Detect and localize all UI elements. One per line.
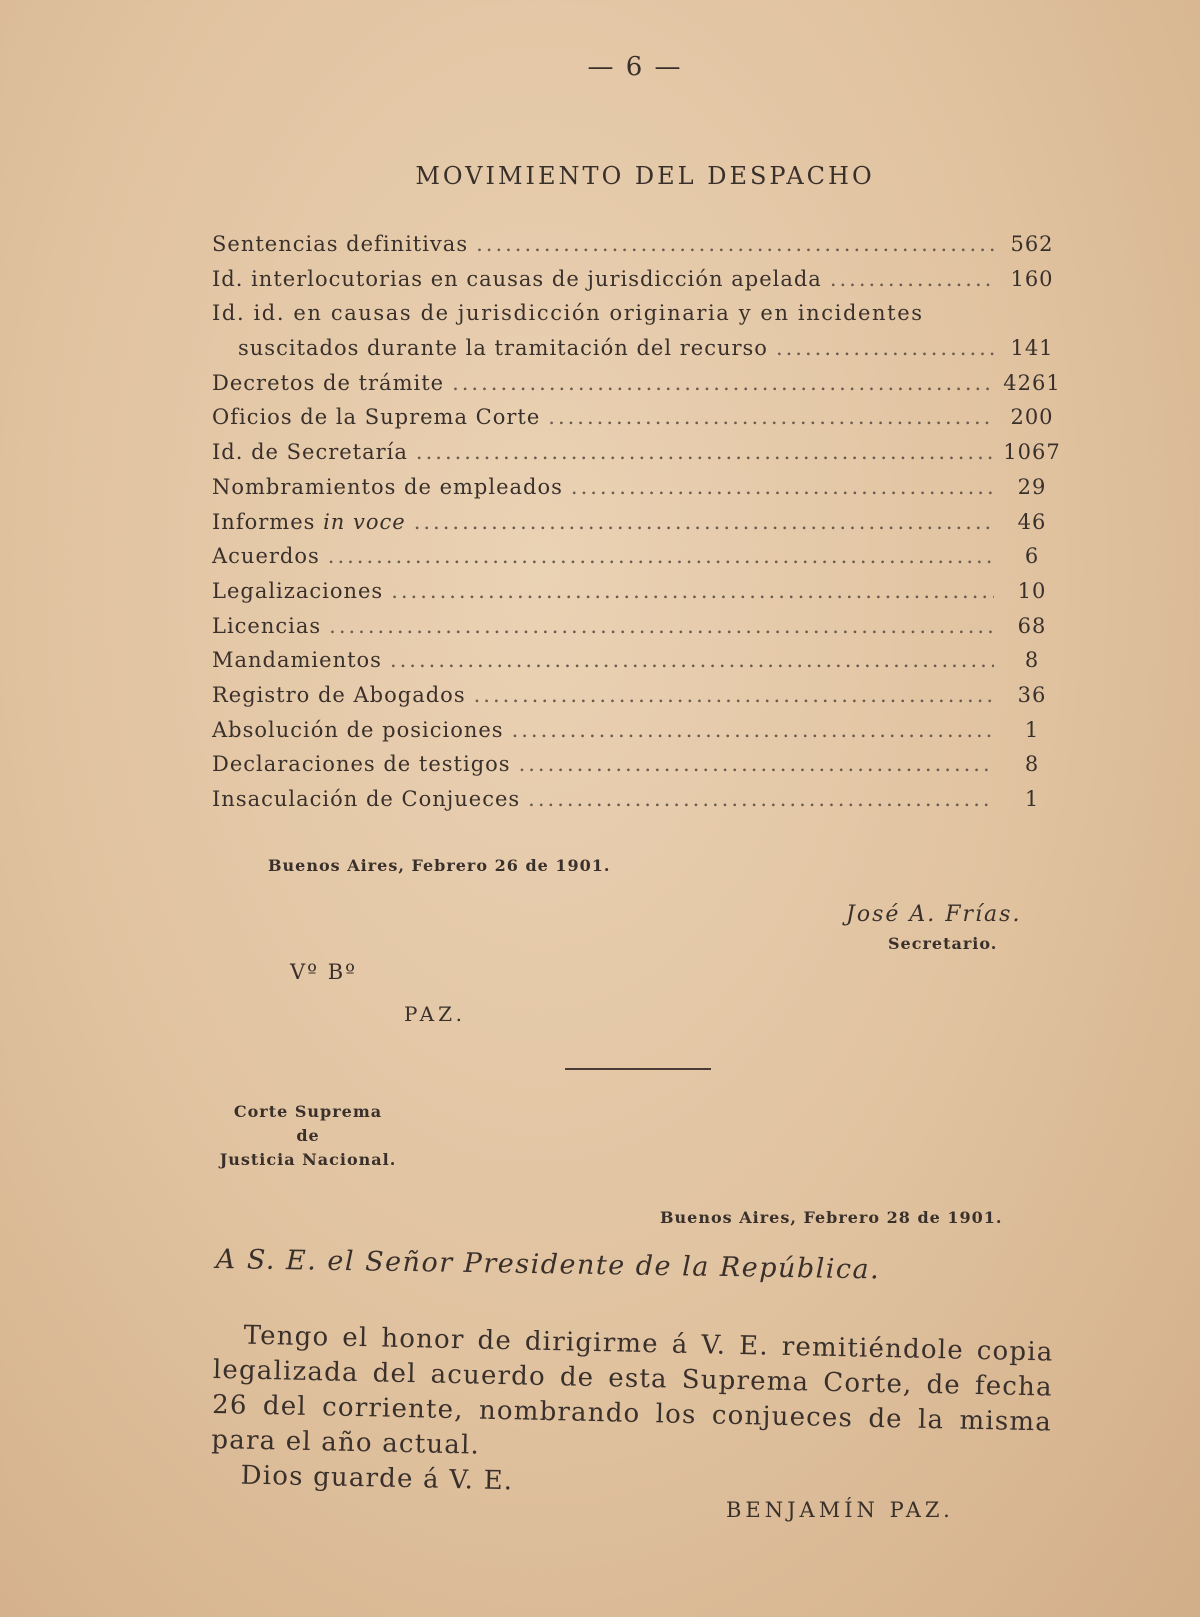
page-number: — 6 — <box>587 52 683 82</box>
row-value: 141 <box>1010 336 1054 361</box>
row-label: Sentencias definitivas <box>212 232 469 256</box>
approval-mark: Vº Bº <box>290 960 358 984</box>
ledger-row <box>212 510 1062 545</box>
letter-paragraph: Tengo el honor de dirigirme á V. E. remitiéndole copia legalizada del acuerdo de esta Suprema Corte, de fecha 26 del corriente, nombrando los conjueces de la misma para el año actual. <box>211 1320 1054 1461</box>
leader-dots <box>416 440 994 464</box>
ledger-row <box>212 371 1062 406</box>
ledger-row <box>212 301 1062 336</box>
row-value: 562 <box>1010 232 1054 256</box>
row-label <box>212 510 406 534</box>
leader-dots <box>548 405 994 429</box>
row-value: 200 <box>1010 405 1054 430</box>
leader-dots <box>329 614 994 638</box>
row-label: Acuerdos <box>212 544 320 569</box>
section-divider <box>565 1068 711 1070</box>
row-label: Registro de Abogados <box>212 682 466 707</box>
leader-dots <box>476 232 994 256</box>
row-label: Id. interlocutorias en causas de jurisdicción apelada <box>212 266 822 291</box>
row-value: 46 <box>1017 509 1047 534</box>
section-title: MOVIMIENTO DEL DESPACHO <box>415 162 875 190</box>
leader-dots <box>512 718 994 742</box>
court-heading-line: Corte Suprema <box>233 1102 383 1121</box>
ledger-row <box>212 336 1062 371</box>
leader-dots <box>414 510 994 534</box>
statistics-ledger <box>212 232 1062 822</box>
row-value: 36 <box>1017 682 1047 707</box>
row-value: 8 <box>1024 648 1040 673</box>
court-heading <box>218 1100 398 1172</box>
ledger-row <box>212 683 1062 718</box>
row-value: 4261 <box>1003 370 1061 395</box>
row-value: 29 <box>1017 474 1047 499</box>
ledger-row <box>212 579 1062 614</box>
leader-dots <box>830 267 994 291</box>
row-label: Legalizaciones <box>212 578 384 603</box>
row-label: Declaraciones de testigos <box>212 752 511 777</box>
letter-signature: BENJAMÍN PAZ. <box>726 1498 954 1522</box>
leader-dots <box>528 787 994 811</box>
row-value: 10 <box>1017 578 1047 603</box>
row-label: Licencias <box>212 613 322 638</box>
ledger-row <box>212 718 1062 753</box>
leader-dots <box>571 475 994 499</box>
row-label-prefix: Informes <box>212 509 324 534</box>
row-label: Absolución de posiciones <box>212 717 504 742</box>
report-date: Buenos Aires, Febrero 26 de 1901. <box>268 856 611 875</box>
row-value: 6 <box>1024 544 1040 569</box>
row-label: Mandamientos <box>212 648 382 673</box>
letter-salutation: A S. E. el Señor Presidente de la República. <box>215 1244 881 1286</box>
ledger-row <box>212 267 1062 302</box>
row-label: Id. id. en causas de jurisdicción originaria y en incidentes <box>212 301 924 326</box>
ledger-row <box>212 787 1062 822</box>
court-heading-line: Justicia Nacional. <box>219 1150 397 1169</box>
letter-date: Buenos Aires, Febrero 28 de 1901. <box>660 1208 1003 1227</box>
leader-dots <box>776 336 994 360</box>
approval-name: PAZ. <box>404 1002 466 1026</box>
leader-dots <box>391 579 994 603</box>
secretary-title: Secretario. <box>888 934 998 953</box>
ledger-row <box>212 752 1062 787</box>
row-value: 1 <box>1024 717 1040 742</box>
leader-dots <box>390 648 994 672</box>
ledger-row <box>212 440 1062 475</box>
letter-body <box>210 1318 1053 1511</box>
row-value: 160 <box>1010 266 1054 291</box>
leader-dots <box>519 752 994 776</box>
leader-dots <box>474 683 994 707</box>
row-value: 1 <box>1024 787 1040 811</box>
ledger-row <box>212 544 1062 579</box>
row-label: Oficios de la Suprema Corte <box>212 405 541 430</box>
letter-paragraph: Dios guarde á V. E. <box>240 1460 514 1497</box>
row-value: 68 <box>1017 613 1047 638</box>
ledger-row <box>212 648 1062 683</box>
court-heading-line: de <box>296 1126 320 1145</box>
ledger-row <box>212 475 1062 510</box>
row-label-italic: in voce <box>323 509 406 534</box>
ledger-row <box>212 614 1062 649</box>
row-label: Nombramientos de empleados <box>212 474 563 499</box>
leader-dots <box>328 544 994 568</box>
row-label: Decretos de trámite <box>212 370 445 395</box>
ledger-row <box>212 405 1062 440</box>
leader-dots <box>452 371 994 395</box>
row-label: suscitados durante la tramitación del recurso <box>238 336 768 361</box>
secretary-signature: José A. Frías. <box>846 902 1022 927</box>
row-value: 1067 <box>1003 440 1061 465</box>
ledger-row <box>212 232 1062 267</box>
row-label: Insaculación de Conjueces <box>212 787 521 811</box>
row-label: Id. de Secretaría <box>212 440 408 465</box>
row-value: 8 <box>1024 752 1040 777</box>
